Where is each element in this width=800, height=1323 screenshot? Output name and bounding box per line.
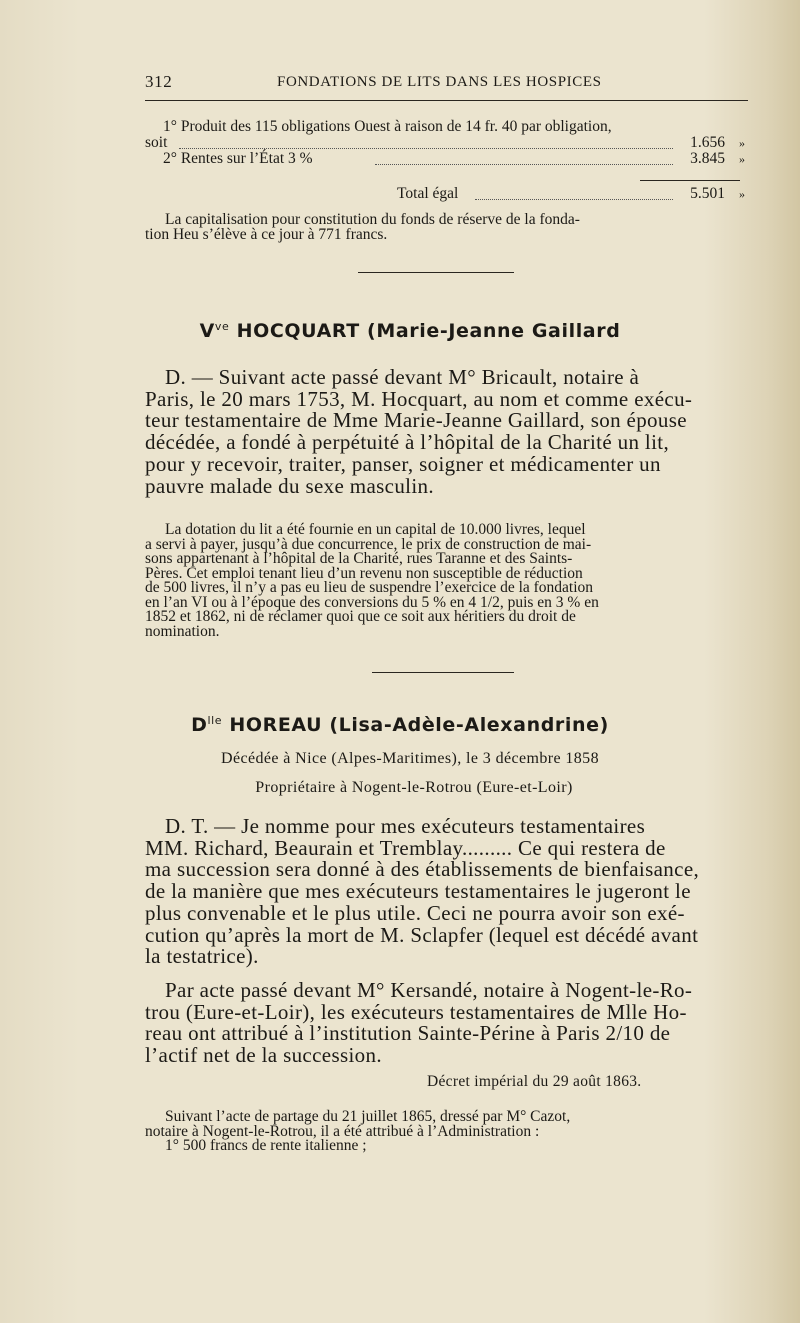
body-line: cution qu’après la mort de M. Sclapfer (lequel est décédé avant	[145, 922, 699, 947]
body-line: de la manière que mes exécuteurs testamentaires le jugeront le	[145, 879, 691, 904]
ledger-total-amount: 5.501	[690, 185, 725, 202]
ledger-block	[145, 119, 745, 167]
capitalisation-line: tion Heu s’élève à ce jour à 771 francs.	[145, 225, 388, 243]
body-line: ma succession sera donné à des établissements de bienfaisance,	[145, 857, 700, 882]
section-heading-hocquart: $V^{ve}$ HOCQUART (Marie-Jeanne Gaillard	[199, 320, 621, 342]
body-line: MM. Richard, Beaurain et Tremblay......... Ce qui restera de	[145, 835, 666, 860]
dotation-paragraph	[145, 523, 750, 639]
partage-line: notaire à Nogent-le-Rotrou, il a été attribué à l’Administration :	[145, 1122, 540, 1140]
body-line: reau ont attribué à l’institution Sainte-Périne à Paris 2/10 de	[145, 1021, 671, 1046]
body-line: décédée, a fondé à perpétuité à l’hôpital de la Charité un lit,	[145, 430, 670, 455]
body-line: D. — Suivant acte passé devant M° Bricault, notaire à	[165, 365, 640, 389]
body-line: Par acte passé devant M° Kersandé, notaire à Nogent-le-Ro-	[165, 978, 693, 1002]
header-rule	[145, 100, 748, 101]
body-line: l’actif net de la succession.	[145, 1043, 382, 1068]
ledger-suffix: »	[739, 152, 745, 166]
horeau-testament	[145, 816, 750, 968]
dotation-line: 1852 et 1862, ni de réclamer quoi que ce soit aux héritiers du droit de	[145, 608, 576, 625]
partage-line: 1° 500 francs de rente italienne ;	[165, 1137, 367, 1154]
dotation-line: nomination.	[145, 622, 220, 640]
dotation-line: en l’an VI ou à l’époque des conversions du 5 % en 4 1/2, puis en 3 % en	[145, 593, 599, 611]
page-number: 312	[145, 72, 173, 91]
body-line: D. T. — Je nomme pour mes exécuteurs testamentaires	[165, 814, 646, 838]
section-separator	[358, 272, 514, 273]
dotation-line: sons appartenant à l’hôpital de la Charité, rues Taranne et des Saints-	[145, 550, 573, 567]
hocquart-body	[145, 367, 750, 497]
partage-line: Suivant l’acte de partage du 21 juillet 1865, dressé par M° Cazot,	[165, 1108, 571, 1125]
section-separator	[372, 672, 514, 673]
body-line: pauvre malade du sexe masculin.	[145, 473, 434, 498]
body-line: pour y recevoir, traiter, panser, soigner et médicamenter un	[145, 451, 661, 476]
capitalisation-line: La capitalisation pour constitution du fonds de réserve de la fonda-	[165, 211, 580, 228]
running-header	[145, 72, 745, 94]
ledger-total-label: Total égal	[397, 185, 459, 202]
leader-dots	[179, 147, 673, 149]
horeau-acte	[145, 980, 750, 1067]
ledger-total	[145, 186, 745, 202]
body-line: trou (Eure-et-Loir), les exécuteurs testamentaires de Mlle Ho-	[145, 999, 687, 1024]
body-line: plus convenable et le plus utile. Ceci ne pourra avoir son exé-	[145, 900, 685, 925]
body-line: la testatrice).	[145, 944, 259, 969]
body-line: Paris, le 20 mars 1753, M. Hocquart, au nom et comme exécu-	[145, 386, 693, 411]
ledger-item2-label: 2° Rentes sur l’État 3 %	[163, 150, 313, 167]
decree-line: Décret impérial du 29 août 1863.	[427, 1073, 642, 1090]
partage-paragraph	[145, 1110, 750, 1154]
horeau-residence-line: Propriétaire à Nogent-le-Rotrou (Eure-et-Loir)	[255, 779, 573, 796]
leader-dots	[375, 163, 673, 165]
dotation-line: Pères. Cet emploi tenant lieu d’un revenu non susceptible de réduction	[145, 564, 583, 582]
leader-dots	[475, 198, 673, 200]
dotation-line: La dotation du lit a été fournie en un capital de 10.000 livres, lequel	[165, 521, 586, 538]
ledger-suffix: »	[739, 187, 745, 201]
ledger-item1-label: soit	[145, 134, 168, 151]
dotation-line: de 500 livres, il n’y a pas eu lieu de suspendre l’exercice de la fondation	[145, 579, 594, 596]
total-rule	[640, 180, 740, 181]
dotation-line: a servi à payer, jusqu’à due concurrence, le prix de construction de mai-	[145, 535, 592, 553]
ledger-item1-amount: 1.656	[690, 134, 725, 151]
ledger-item1-line1: 1° Produit des 115 obligations Ouest à raison de 14 fr. 40 par obligation,	[163, 118, 612, 135]
horeau-death-line: Décédée à Nice (Alpes-Maritimes), le 3 décembre 1858	[221, 750, 599, 767]
capitalisation-paragraph	[145, 213, 750, 242]
body-line: teur testamentaire de Mme Marie-Jeanne Gaillard, son épouse	[145, 408, 687, 433]
ledger-suffix: »	[739, 136, 745, 150]
section-heading-horeau: $D^{lle}$ HOREAU (Lisa-Adèle-Alexandrine)	[191, 714, 609, 736]
ledger-item2-amount: 3.845	[690, 150, 725, 167]
running-title: FONDATIONS DE LITS DANS LES HOSPICES	[277, 74, 602, 90]
